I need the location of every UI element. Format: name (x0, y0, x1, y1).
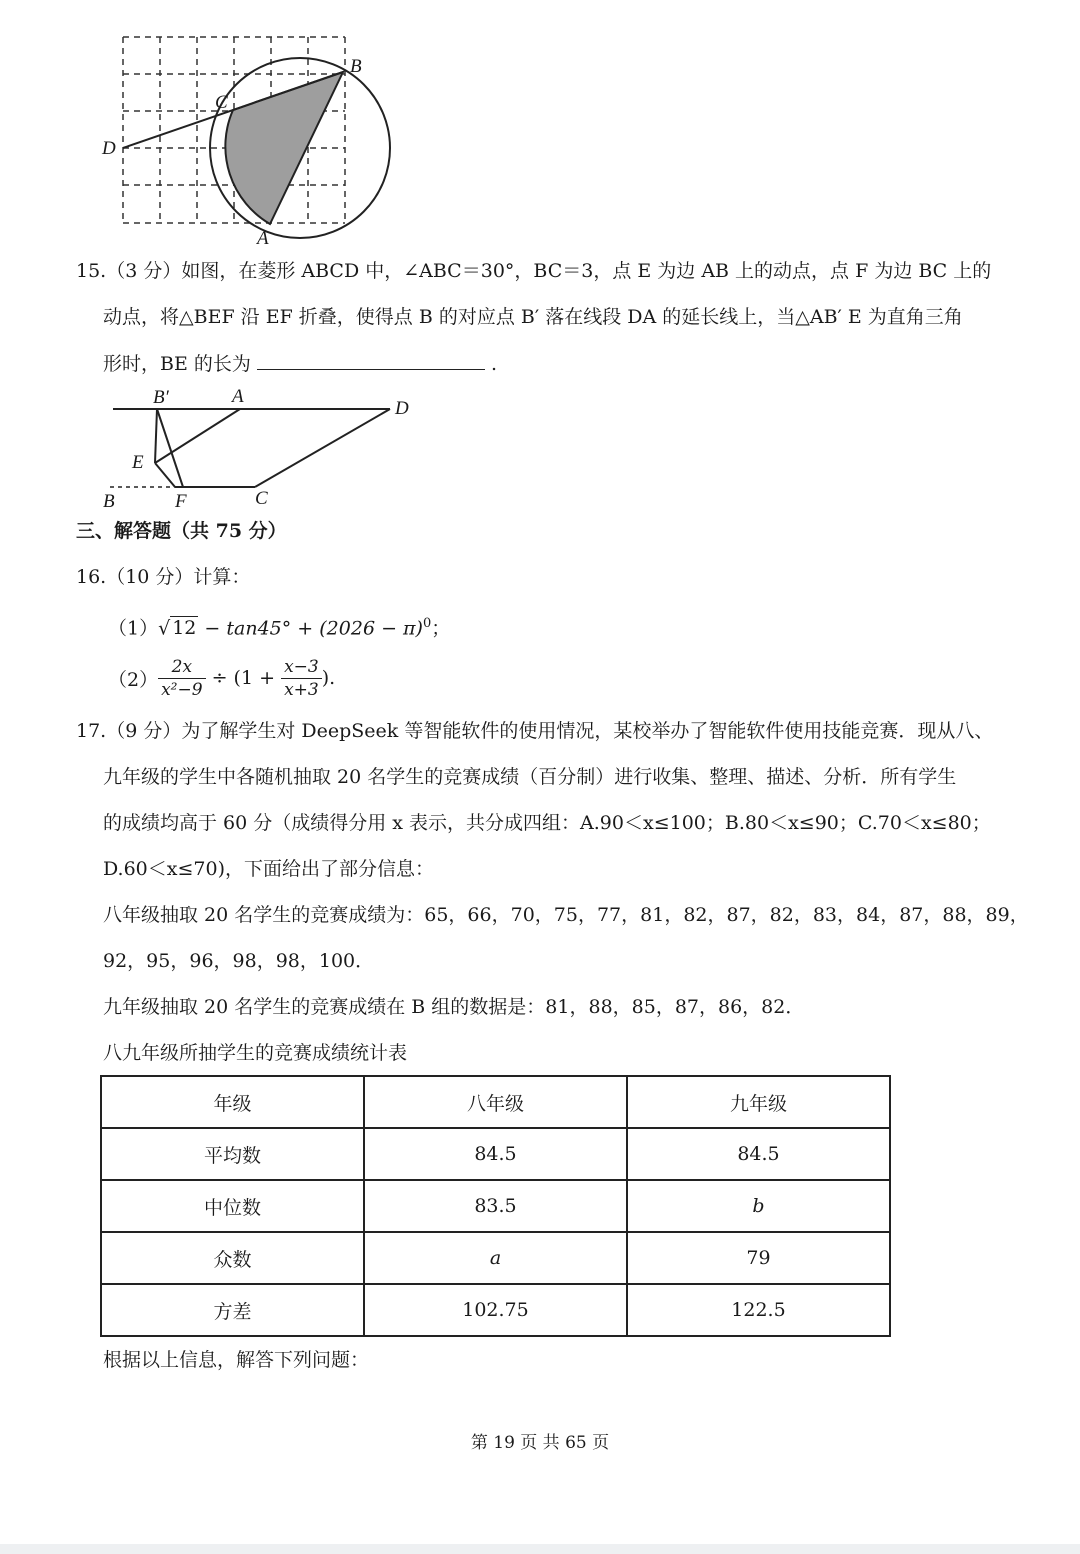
table-cell: 众数 (101, 1232, 364, 1284)
q16-p1-label: （1） (108, 617, 159, 640)
table-cell: 83.5 (364, 1180, 627, 1232)
table-cell: 方差 (101, 1284, 364, 1336)
table-cell: 中位数 (101, 1180, 364, 1232)
q16-p2-end: ). (321, 667, 336, 689)
sqrt-arg: 12 (172, 617, 197, 640)
table-row (101, 1284, 890, 1336)
q15-line1: 15.（3 分）如图，在菱形 ABCD 中，∠ABC＝30°，BC＝3，点 E 为边 AB 上的动点，点 F 为边 BC 上的 (76, 260, 992, 282)
q16-title: 16.（10 分）计算： (76, 566, 251, 588)
table-cell: a (364, 1232, 627, 1284)
q15-line3-prefix: 形时，BE 的长为 (103, 353, 251, 375)
label-C: C (215, 92, 228, 113)
exponent: 0 (422, 616, 432, 631)
figure-q14-circle-grid (90, 20, 410, 250)
table-row (101, 1128, 890, 1180)
after-table-text: 根据以上信息，解答下列问题： (103, 1349, 370, 1371)
q17-line3: 的成绩均高于 60 分（成绩得分用 x 表示，共分成四组：A.90＜x≤100；B.80＜x≤90；C.70＜x≤80； (103, 812, 991, 834)
table-cell: 九年级 (627, 1076, 890, 1128)
stats-table (100, 1075, 891, 1337)
q17-line7: 九年级抽取 20 名学生的竞赛成绩在 B 组的数据是：81，88，85，87，86，82． (103, 996, 805, 1018)
figure-q15-rhombus (95, 380, 425, 515)
sqrt-symbol: √ (158, 617, 171, 640)
table-cell: 102.75 (364, 1284, 627, 1336)
label-A: A (232, 386, 244, 407)
table-cell: 79 (627, 1232, 890, 1284)
q17-line6: 92，95，96，98，98，100． (103, 950, 375, 972)
table-row (101, 1180, 890, 1232)
label-B: B (350, 56, 362, 77)
section-title: 三、解答题（共 75 分） (76, 520, 287, 542)
q16-p1-end: ； (431, 617, 451, 640)
table-cell: 84.5 (627, 1128, 890, 1180)
table-caption: 八九年级所抽学生的竞赛成绩统计表 (103, 1042, 408, 1064)
label-F: F (175, 491, 187, 512)
table-cell: 年级 (101, 1076, 364, 1128)
bottom-strip (0, 1544, 1080, 1554)
answer-blank[interactable] (257, 349, 485, 370)
q16-part2 (108, 652, 335, 704)
label-D: D (102, 138, 116, 159)
fraction-1: $\frac{2x}{\text{x²−9}}$ (158, 656, 205, 701)
q15-line3 (103, 349, 497, 378)
table-cell: b (627, 1180, 890, 1232)
page-number: 第 19 页 共 65 页 (470, 1433, 610, 1453)
label-B: B (103, 491, 115, 512)
label-E: E (132, 452, 144, 473)
label-D: D (395, 398, 409, 419)
table-cell: 八年级 (364, 1076, 627, 1128)
q16-p2-label: （2） (108, 668, 159, 691)
label-A: A (257, 228, 269, 249)
label-C: C (255, 488, 268, 509)
table-cell: 122.5 (627, 1284, 890, 1336)
q17-line4: D.60＜x≤70)，下面给出了部分信息： (103, 858, 434, 880)
q17-line5: 八年级抽取 20 名学生的竞赛成绩为：65，66，70，75，77，81，82，87，82，83，84，87，88，89， (103, 904, 1029, 926)
q17-line1: 17.（9 分）为了解学生对 DeepSeek 等智能软件的使用情况，某校举办了智能软件使用技能竞赛．现从八、 (76, 720, 994, 742)
table-row (101, 1232, 890, 1284)
table-row (101, 1076, 890, 1128)
q16-p1-rest: − tan45° + (2026 − π) (198, 617, 423, 640)
q15-line2: 动点，将△BEF 沿 EF 折叠，使得点 B 的对应点 B′ 落在线段 DA 的延长线上，当△AB′ E 为直角三角 (103, 306, 963, 328)
q15-line3-suffix: . (490, 353, 498, 375)
table-cell: 平均数 (101, 1128, 364, 1180)
q16-part1 (108, 610, 450, 642)
label-B-prime: B′ (153, 387, 169, 408)
fraction-2: $\frac{x-3}{x+3}$ (281, 656, 322, 701)
q16-p2-mid: ÷ (1 + (205, 667, 282, 689)
table-cell: 84.5 (364, 1128, 627, 1180)
q17-line2: 九年级的学生中各随机抽取 20 名学生的竞赛成绩（百分制）进行收集、整理、描述、分析．所有学生 (103, 766, 957, 788)
